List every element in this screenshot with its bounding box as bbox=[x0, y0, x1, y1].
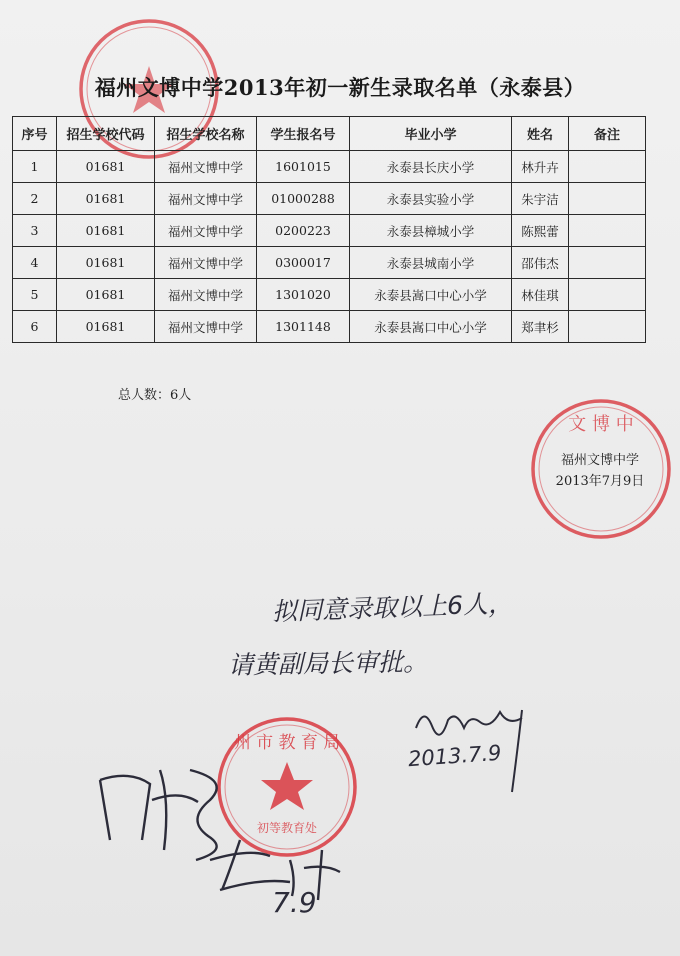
table-cell: 0300017 bbox=[257, 247, 350, 279]
table-cell: 永泰县樟城小学 bbox=[350, 215, 512, 247]
table-cell bbox=[569, 247, 646, 279]
table-cell: 0200223 bbox=[257, 215, 350, 247]
table-cell: 陈熙蕾 bbox=[512, 215, 569, 247]
table-cell: 邵伟杰 bbox=[512, 247, 569, 279]
table-cell: 林佳琪 bbox=[512, 279, 569, 311]
svg-text:州 市 教 育 局: 州 市 教 育 局 bbox=[233, 733, 341, 753]
admission-table bbox=[12, 116, 646, 343]
col-header: 招生学校代码 bbox=[57, 117, 155, 151]
table-row bbox=[13, 279, 646, 311]
table-cell: 朱宇洁 bbox=[512, 183, 569, 215]
table-cell: 1601015 bbox=[257, 151, 350, 183]
table-cell: 4 bbox=[13, 247, 57, 279]
table-cell: 福州文博中学 bbox=[155, 311, 257, 343]
table-row bbox=[13, 151, 646, 183]
table-cell: 福州文博中学 bbox=[155, 247, 257, 279]
table-cell bbox=[569, 151, 646, 183]
total-count: 总人数：6人 bbox=[118, 388, 192, 403]
table-cell: 5 bbox=[13, 279, 57, 311]
table-cell: 01681 bbox=[57, 183, 155, 215]
table-cell: 永泰县实验小学 bbox=[350, 183, 512, 215]
document-title: 福州文博中学2013年初一新生录取名单（永泰县） bbox=[94, 75, 586, 100]
col-header: 备注 bbox=[569, 117, 646, 151]
table-row bbox=[13, 311, 646, 343]
table-cell: 郑聿杉 bbox=[512, 311, 569, 343]
table-cell: 永泰县长庆小学 bbox=[350, 151, 512, 183]
col-header: 姓名 bbox=[512, 117, 569, 151]
signature-school: 福州文博中学 bbox=[560, 453, 639, 468]
table-cell: 2 bbox=[13, 183, 57, 215]
table-row bbox=[13, 215, 646, 247]
table-cell: 1 bbox=[13, 151, 57, 183]
table-cell bbox=[569, 183, 646, 215]
table-cell: 01000288 bbox=[257, 183, 350, 215]
table-header-row bbox=[13, 117, 646, 151]
table-cell: 01681 bbox=[57, 279, 155, 311]
table-cell: 福州文博中学 bbox=[155, 183, 257, 215]
col-header: 序号 bbox=[13, 117, 57, 151]
table-cell bbox=[569, 279, 646, 311]
table-cell: 福州文博中学 bbox=[155, 215, 257, 247]
table-cell: 1301148 bbox=[257, 311, 350, 343]
table-cell: 6 bbox=[13, 311, 57, 343]
table-cell: 永泰县城南小学 bbox=[350, 247, 512, 279]
handwritten-signature-large bbox=[90, 740, 390, 950]
table-cell: 01681 bbox=[57, 151, 155, 183]
col-header: 毕业小学 bbox=[350, 117, 512, 151]
table-cell: 林升卉 bbox=[512, 151, 569, 183]
table-row bbox=[13, 247, 646, 279]
table-cell: 01681 bbox=[57, 311, 155, 343]
signature-block bbox=[540, 450, 660, 492]
table-cell: 福州文博中学 bbox=[155, 151, 257, 183]
handwritten-approval-date: 7.9 bbox=[272, 886, 317, 919]
table-cell: 永泰县嵩口中心小学 bbox=[350, 279, 512, 311]
table-cell: 永泰县嵩口中心小学 bbox=[350, 311, 512, 343]
handwritten-note-line2: 请黄副局长审批。 bbox=[227, 647, 429, 680]
col-header: 招生学校名称 bbox=[155, 117, 257, 151]
handwritten-signer-date: 2013.7.9 bbox=[407, 740, 503, 772]
table-cell: 01681 bbox=[57, 247, 155, 279]
table-row bbox=[13, 183, 646, 215]
table-cell: 01681 bbox=[57, 215, 155, 247]
col-header: 学生报名号 bbox=[257, 117, 350, 151]
signature-date: 2013年7月9日 bbox=[555, 474, 645, 489]
svg-text:初等教育处: 初等教育处 bbox=[256, 821, 318, 835]
handwritten-stroke bbox=[496, 706, 536, 796]
table-cell bbox=[569, 311, 646, 343]
table-cell: 1301020 bbox=[257, 279, 350, 311]
table-cell bbox=[569, 215, 646, 247]
svg-text:文 博 中: 文 博 中 bbox=[568, 414, 634, 435]
table-cell: 福州文博中学 bbox=[155, 279, 257, 311]
handwritten-note-line1: 拟同意录取以上6人， bbox=[271, 588, 514, 627]
table-cell: 3 bbox=[13, 215, 57, 247]
